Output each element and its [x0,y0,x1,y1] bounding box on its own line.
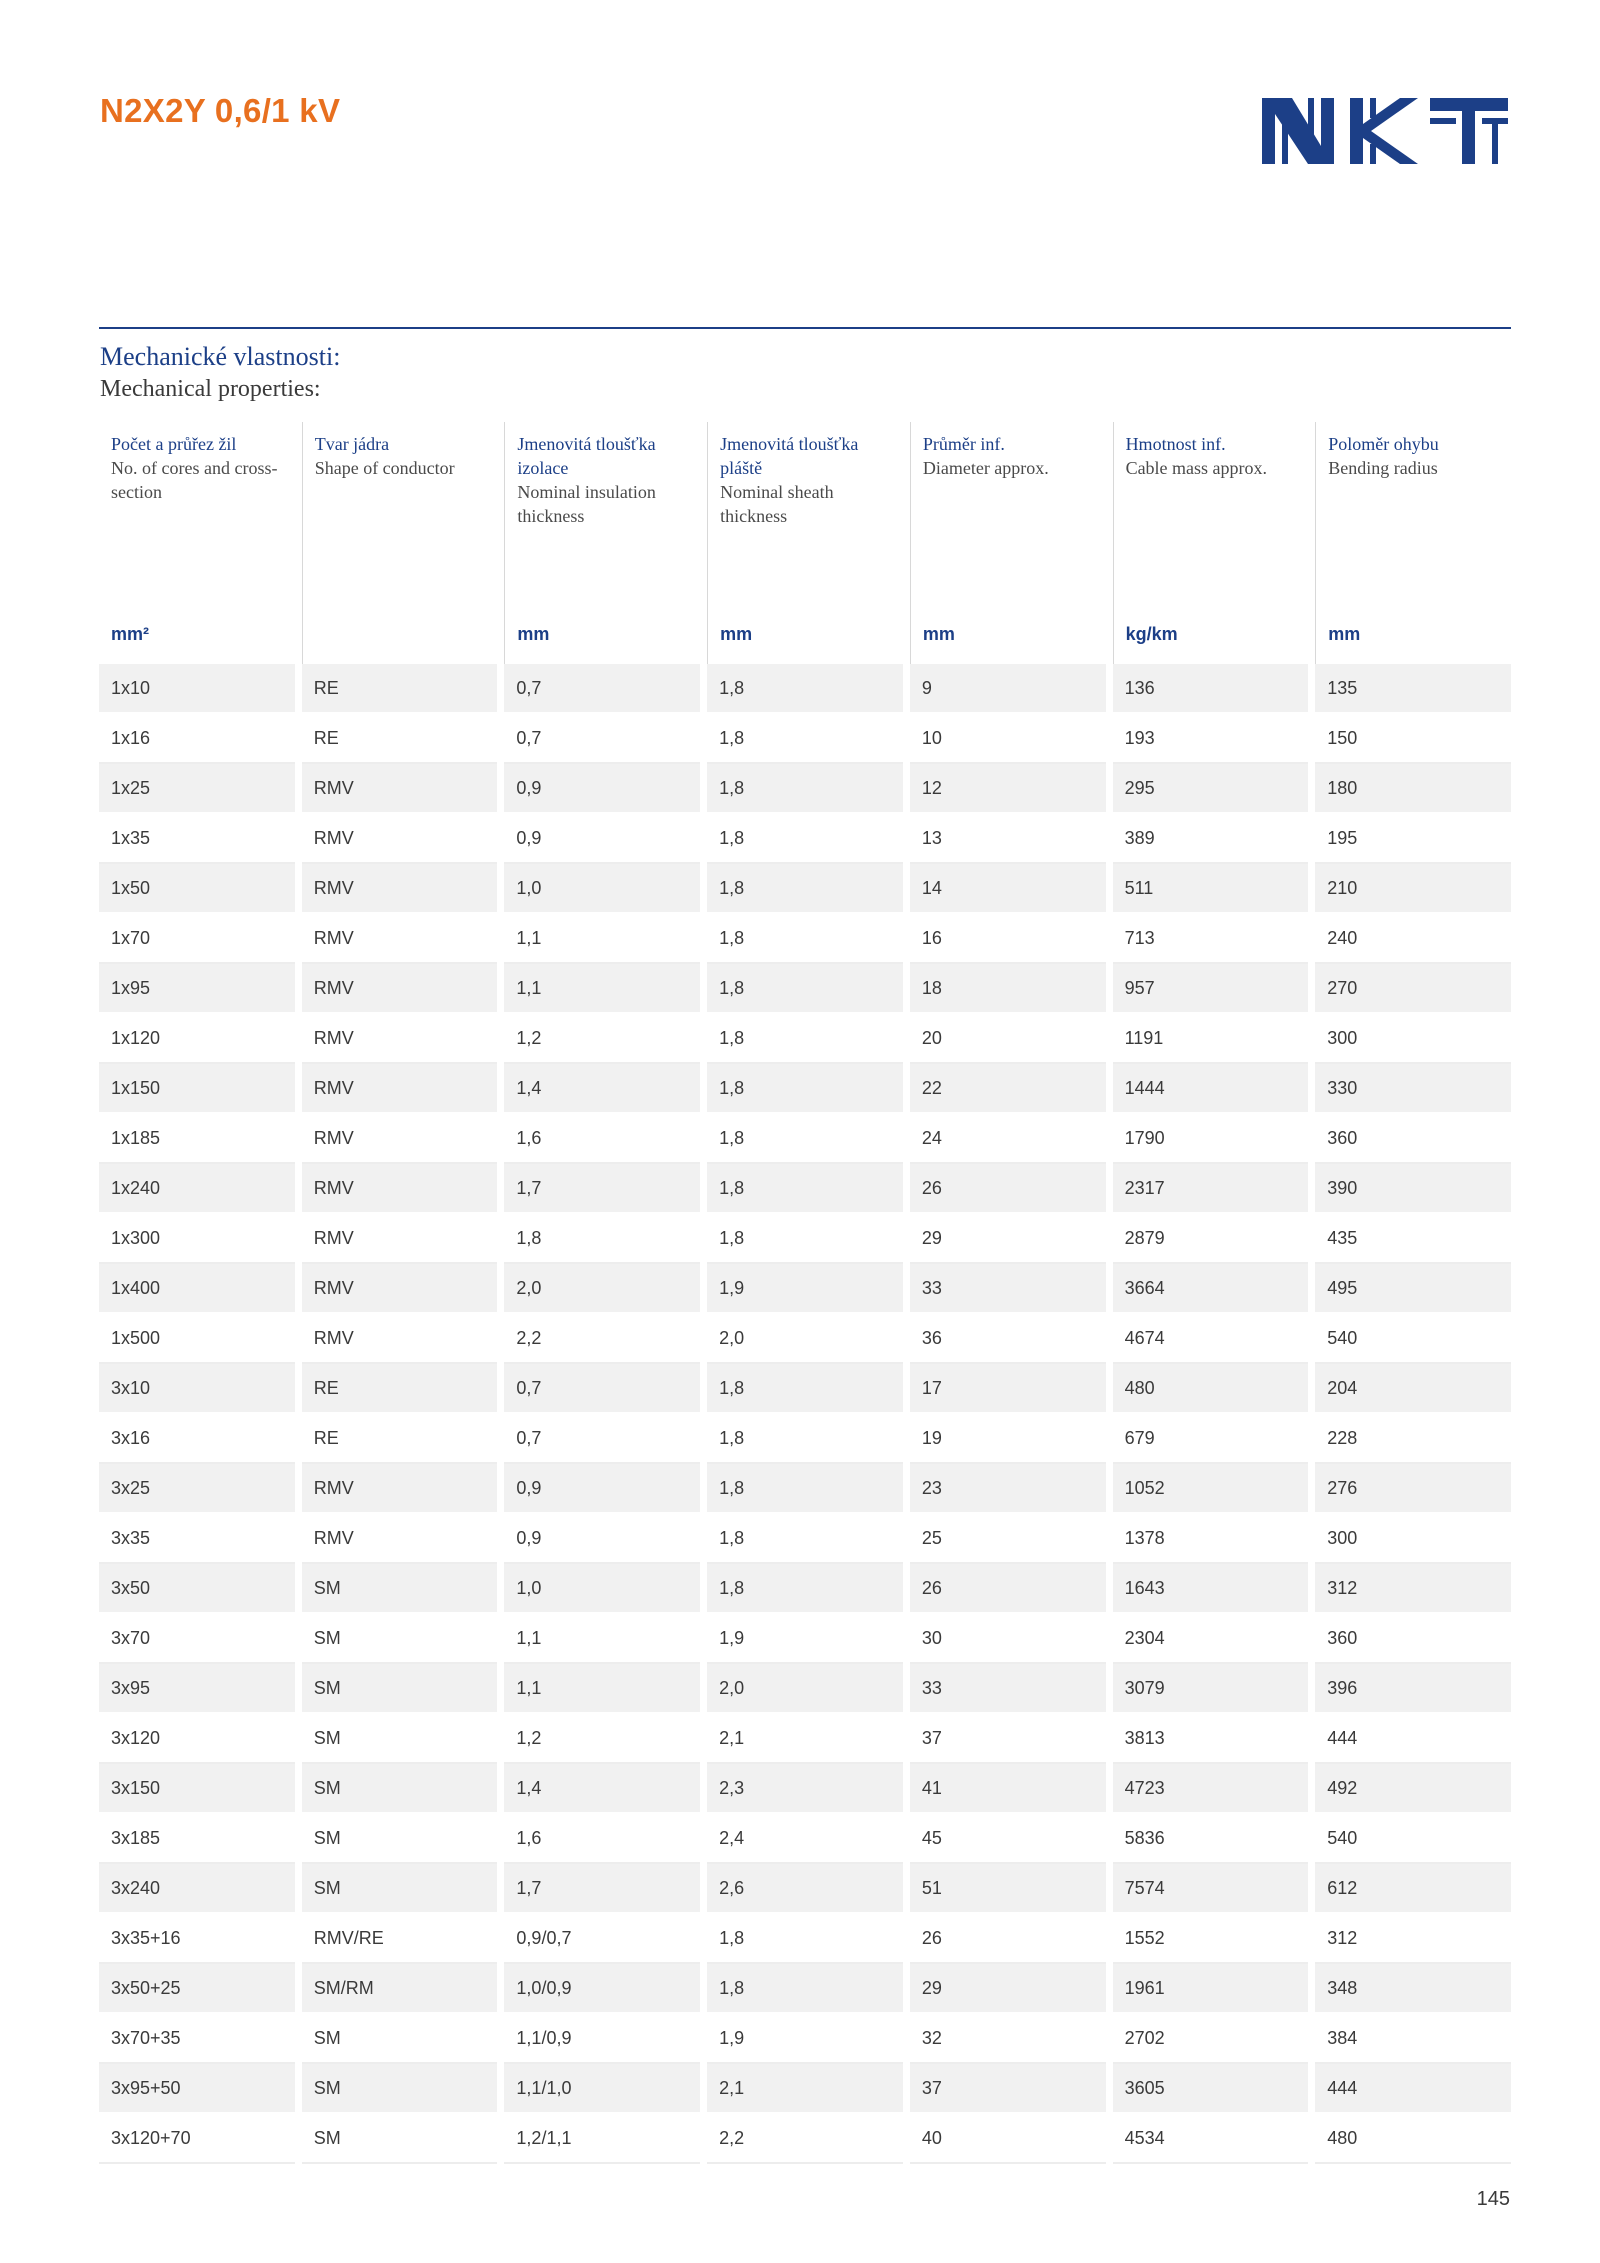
table-cell: 330 [1315,1064,1511,1114]
table-cell: RMV [302,1214,498,1264]
column-header [910,422,1106,664]
table-cell: 1,8 [707,914,903,964]
table-cell: 1,7 [504,1864,700,1914]
column-header-english: Shape of conductor [314,458,455,478]
table-cell: 1,8 [707,864,903,914]
table-cell: 3605 [1113,2064,1309,2114]
table-cell: 1,4 [504,1064,700,1114]
table-cell: 444 [1315,1714,1511,1764]
table-cell: 0,7 [504,664,700,714]
column-header [302,422,498,664]
table-cell: 348 [1315,1964,1511,2014]
table-cell: 295 [1113,764,1309,814]
table-cell: 30 [910,1614,1106,1664]
table-cell: RMV [302,1514,498,1564]
column-header-czech: Jmenovitá tloušťka pláště [720,434,859,478]
table-cell: 713 [1113,914,1309,964]
column-unit: mm [1328,624,1361,644]
table-cell: 3x35 [99,1514,295,1564]
table-cell: 1,8 [707,814,903,864]
table-cell: 276 [1315,1464,1511,1514]
table-cell: 1,8 [707,1514,903,1564]
table-cell: 3664 [1113,1264,1309,1314]
table-cell: 480 [1113,1364,1309,1414]
table-cell: 1,8 [707,1914,903,1964]
table-cell: 32 [910,2014,1106,2064]
table-cell: 3x16 [99,1414,295,1464]
column-header-czech: Hmotnost inf. [1125,434,1226,454]
table-cell: 1x35 [99,814,295,864]
table-cell: 1444 [1113,1064,1309,1114]
table-cell: 312 [1315,1564,1511,1614]
table-cell: 1x120 [99,1014,295,1064]
table-cell: 612 [1315,1864,1511,1914]
table-cell: 679 [1113,1414,1309,1464]
table-cell: 150 [1315,714,1511,764]
table-cell: RMV [302,1464,498,1514]
table-cell: 17 [910,1364,1106,1414]
table-cell: 0,9/0,7 [504,1914,700,1964]
table-cell: 540 [1315,1314,1511,1364]
table-cell: 1,0/0,9 [504,1964,700,2014]
column-header-czech: Tvar jádra [314,434,390,454]
table-cell: 37 [910,2064,1106,2114]
table-cell: 1x150 [99,1064,295,1114]
table-cell: 12 [910,764,1106,814]
table-cell: 1,8 [707,1964,903,2014]
table-cell: 1552 [1113,1914,1309,1964]
column-header [1315,422,1511,664]
page-number: 145 [1476,2188,1510,2210]
table-cell: RMV [302,1264,498,1314]
table-cell: 33 [910,1264,1106,1314]
table-cell: 4723 [1113,1764,1309,1814]
table-cell: 10 [910,714,1106,764]
table-cell: 3x35+16 [99,1914,295,1964]
table-cell: 240 [1315,914,1511,964]
table-cell: 2,2 [707,2114,903,2164]
column-header-czech: Jmenovitá tloušťka izolace [517,434,656,478]
table-cell: 1,8 [707,1364,903,1414]
table-cell: RMV [302,1314,498,1364]
table-cell: 2,2 [504,1314,700,1364]
table-cell: RMV [302,1014,498,1064]
table-cell: 29 [910,1214,1106,1264]
table-cell: 195 [1315,814,1511,864]
table-cell: 300 [1315,1514,1511,1564]
table-cell: SM [302,1564,498,1614]
column-unit: mm² [111,624,150,644]
table-cell: 3x120 [99,1714,295,1764]
table-cell: 1x10 [99,664,295,714]
table-cell: 1x70 [99,914,295,964]
table-cell: RMV [302,864,498,914]
table-cell: 1,8 [504,1214,700,1264]
table-cell: RMV [302,814,498,864]
table-cell: 3x70+35 [99,2014,295,2064]
table-cell: RMV [302,1114,498,1164]
column-header-czech: Průměr inf. [922,434,1005,454]
table-cell: 1,1 [504,964,700,1014]
table-cell: 2,3 [707,1764,903,1814]
table-cell: SM [302,2014,498,2064]
column-header-english: No. of cores and cross-section [111,458,278,502]
table-cell: 1x300 [99,1214,295,1264]
table-cell: 2702 [1113,2014,1309,2064]
table-cell: 210 [1315,864,1511,914]
table-cell: 135 [1315,664,1511,714]
table-cell: 36 [910,1314,1106,1364]
column-unit: kg/km [1125,624,1178,644]
table-cell: SM [302,2114,498,2164]
table-cell: RMV [302,914,498,964]
table-cell: 26 [910,1564,1106,1614]
table-cell: 5836 [1113,1814,1309,1864]
table-cell: 0,7 [504,1414,700,1464]
table-cell: 390 [1315,1164,1511,1214]
table-cell: 435 [1315,1214,1511,1264]
table-cell: 1643 [1113,1564,1309,1614]
table-cell: 0,7 [504,1364,700,1414]
table-cell: 300 [1315,1014,1511,1064]
table-cell: 2317 [1113,1164,1309,1214]
table-cell: 3x50 [99,1564,295,1614]
table-cell: SM [302,1764,498,1814]
column-header-english: Nominal insulation thickness [517,482,656,526]
table-cell: 2879 [1113,1214,1309,1264]
table-cell: 0,7 [504,714,700,764]
table-cell: 3813 [1113,1714,1309,1764]
table-cell: 180 [1315,764,1511,814]
table-cell: 29 [910,1964,1106,2014]
column-header [1113,422,1309,664]
table-cell: 1x50 [99,864,295,914]
column-header [707,422,903,664]
table-cell: 1,2 [504,1014,700,1064]
table-cell: RE [302,1364,498,1414]
table-cell: 492 [1315,1764,1511,1814]
table-cell: 1790 [1113,1114,1309,1164]
table-cell: 228 [1315,1414,1511,1464]
table-cell: 193 [1113,714,1309,764]
table-cell: 1,8 [707,1564,903,1614]
table-cell: 270 [1315,964,1511,1014]
table-cell: 1x500 [99,1314,295,1364]
table-cell: 14 [910,864,1106,914]
table-cell: 2304 [1113,1614,1309,1664]
column-unit: mm [517,624,550,644]
column-header-english: Diameter approx. [922,458,1049,478]
table-cell: 3x25 [99,1464,295,1514]
table-cell: 1,8 [707,1164,903,1214]
table-cell: 1,9 [707,1614,903,1664]
table-cell: 3x185 [99,1814,295,1864]
table-cell: 3x50+25 [99,1964,295,2014]
table-cell: 1,2 [504,1714,700,1764]
table-cell: 2,0 [707,1314,903,1364]
table-cell: 1,1 [504,1664,700,1714]
table-cell: 2,1 [707,2064,903,2114]
table-cell: 1,8 [707,1014,903,1064]
table-cell: 1378 [1113,1514,1309,1564]
table-cell: 37 [910,1714,1106,1764]
table-cell: 4534 [1113,2114,1309,2164]
table-cell: 3x95+50 [99,2064,295,2114]
column-unit: mm [922,624,955,644]
table-cell: 1x400 [99,1264,295,1314]
column-header [504,422,700,664]
table-cell: 25 [910,1514,1106,1564]
table-cell: 26 [910,1914,1106,1964]
table-cell: 1x185 [99,1114,295,1164]
table-cell: 480 [1315,2114,1511,2164]
table-cell: 444 [1315,2064,1511,2114]
table-cell: 2,4 [707,1814,903,1864]
table-cell: RMV [302,764,498,814]
table-cell: 1,1 [504,1614,700,1664]
table-cell: 41 [910,1764,1106,1814]
table-cell: 3x70 [99,1614,295,1664]
table-cell: 3x10 [99,1364,295,1414]
table-cell: 26 [910,1164,1106,1214]
table-cell: 3x150 [99,1764,295,1814]
table-cell: SM [302,1714,498,1764]
table-cell: 1,8 [707,714,903,764]
table-cell: 1x25 [99,764,295,814]
table-cell: 2,0 [707,1664,903,1714]
table-cell: 4674 [1113,1314,1309,1364]
table-cell: 1,1/1,0 [504,2064,700,2114]
table-cell: 0,9 [504,1464,700,1514]
table-cell: 1,8 [707,1414,903,1464]
table-cell: RE [302,1414,498,1464]
table-cell: RMV/RE [302,1914,498,1964]
table-cell: SM [302,2064,498,2114]
table-cell: 1,8 [707,1214,903,1264]
table-cell: RE [302,664,498,714]
table-cell: 511 [1113,864,1309,914]
column-header-english: Nominal sheath thickness [720,482,834,526]
table-cell: 16 [910,914,1106,964]
table-cell: 1,8 [707,664,903,714]
table-cell: 1,8 [707,964,903,1014]
mechanical-properties-table [99,422,1511,2164]
table-cell: 540 [1315,1814,1511,1864]
table-cell: 136 [1113,664,1309,714]
table-cell: 312 [1315,1914,1511,1964]
table-cell: 18 [910,964,1106,1014]
table-cell: 0,9 [504,1514,700,1564]
table-cell: 360 [1315,1114,1511,1164]
table-cell: 24 [910,1114,1106,1164]
table-cell: 3x95 [99,1664,295,1714]
table-cell: 1,7 [504,1164,700,1214]
table-cell: 1052 [1113,1464,1309,1514]
table-cell: 13 [910,814,1106,864]
table-cell: 1x95 [99,964,295,1014]
table-cell: RE [302,714,498,764]
table-cell: 7574 [1113,1864,1309,1914]
table-cell: 1,1/0,9 [504,2014,700,2064]
table-cell: RMV [302,964,498,1014]
table-cell: RMV [302,1164,498,1214]
section-title-czech: Mechanické vlastnosti: [100,342,341,371]
table-cell: 1,0 [504,864,700,914]
table-cell: 1,6 [504,1114,700,1164]
table-cell: 1961 [1113,1964,1309,2014]
table-cell: 19 [910,1414,1106,1464]
table-cell: 1191 [1113,1014,1309,1064]
table-cell: 1,1 [504,914,700,964]
table-cell: 1,8 [707,1464,903,1514]
table-cell: SM [302,1664,498,1714]
table-cell: 1,9 [707,2014,903,2064]
table-cell: SM/RM [302,1964,498,2014]
table-cell: 1,8 [707,1064,903,1114]
table-cell: 3079 [1113,1664,1309,1714]
table-cell: 396 [1315,1664,1511,1714]
table-cell: 1,8 [707,764,903,814]
column-header [99,422,295,664]
table-cell: 1,4 [504,1764,700,1814]
table-cell: 1,8 [707,1114,903,1164]
table-cell: 1,6 [504,1814,700,1864]
column-header-czech: Počet a průřez žil [111,434,237,454]
table-cell: 1x16 [99,714,295,764]
section-title-english: Mechanical properties: [100,376,321,402]
table-cell: 495 [1315,1264,1511,1314]
table-cell: SM [302,1814,498,1864]
table-cell: 20 [910,1014,1106,1064]
table-cell: 3x240 [99,1864,295,1914]
column-header-czech: Poloměr ohybu [1328,434,1439,454]
table-cell: 360 [1315,1614,1511,1664]
table-cell: 1,0 [504,1564,700,1614]
nkt-logo [1262,98,1508,164]
table-cell: 40 [910,2114,1106,2164]
table-cell: RMV [302,1064,498,1114]
table-cell: 2,6 [707,1864,903,1914]
table-cell: SM [302,1864,498,1914]
table-cell: 2,1 [707,1714,903,1764]
table-cell: 957 [1113,964,1309,1014]
table-cell: 22 [910,1064,1106,1114]
table-cell: 45 [910,1814,1106,1864]
table-cell: 23 [910,1464,1106,1514]
table-cell: 2,0 [504,1264,700,1314]
document-title: N2X2Y 0,6/1 kV [100,92,341,129]
table-cell: 0,9 [504,814,700,864]
table-cell: 0,9 [504,764,700,814]
table-cell: 1,9 [707,1264,903,1314]
column-unit: mm [720,624,753,644]
table-cell: SM [302,1614,498,1664]
section-divider [99,327,1511,329]
table-cell: 384 [1315,2014,1511,2064]
table-cell: 51 [910,1864,1106,1914]
table-cell: 1x240 [99,1164,295,1214]
table-cell: 9 [910,664,1106,714]
table-cell: 3x120+70 [99,2114,295,2164]
column-header-english: Cable mass approx. [1125,458,1268,478]
table-cell: 204 [1315,1364,1511,1414]
table-cell: 33 [910,1664,1106,1714]
column-header-english: Bending radius [1328,458,1438,478]
table-cell: 1,2/1,1 [504,2114,700,2164]
table-cell: 389 [1113,814,1309,864]
